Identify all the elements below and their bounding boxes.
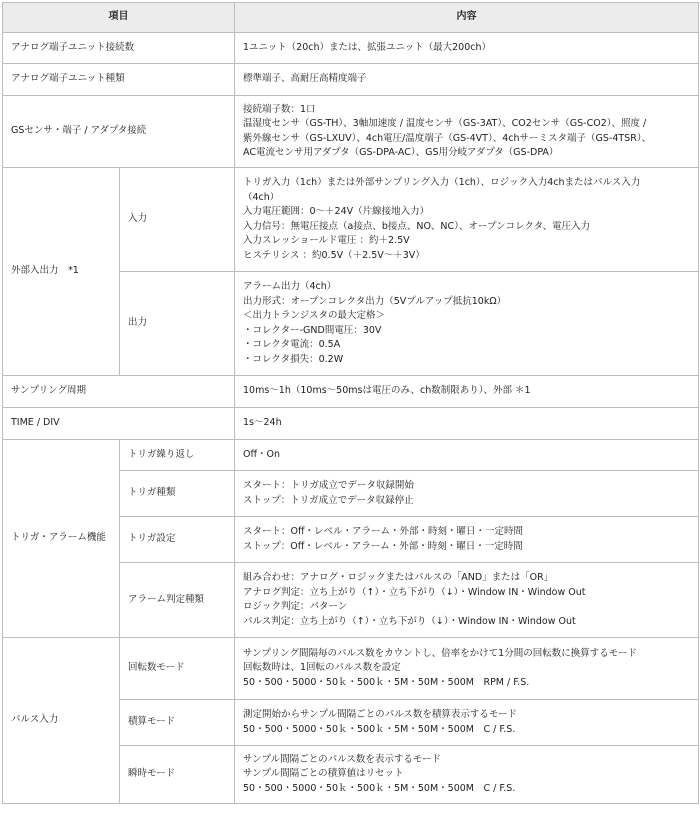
table-row xyxy=(3,408,699,440)
row-label: 外部入出力 *1 xyxy=(3,168,120,376)
row-value: サンプリング間隔毎のパルス数をカウントし、倍率をかけて1分間の回転数に換算するモード 回転数時は、1回転のパルス数を設定 50・500・5000・50ｋ・500ｋ・5M・50M・500M RPM / F.S. xyxy=(235,638,699,700)
table-row xyxy=(3,440,699,471)
row-label: サンプリング周期 xyxy=(3,376,235,408)
row-sublabel: 出力 xyxy=(120,272,235,376)
row-label: TIME / DIV xyxy=(3,408,235,440)
table-row xyxy=(3,168,699,272)
row-value: サンプル間隔ごとのパルス数を表示するモード サンプル間隔ごとの積算値はリセット 50・500・5000・50ｋ・500ｋ・5M・50M・500M C / F.S. xyxy=(235,746,699,804)
row-sublabel: トリガ設定 xyxy=(120,517,235,563)
table-row xyxy=(3,64,699,96)
row-value: スタート：トリガ成立でデータ収録開始 ストップ：トリガ成立でデータ収録停止 xyxy=(235,471,699,517)
table-row xyxy=(3,638,699,700)
row-value: 1s～24h xyxy=(235,408,699,440)
row-sublabel: 積算モード xyxy=(120,700,235,746)
row-value: 標準端子、高耐圧高精度端子 xyxy=(235,64,699,96)
row-sublabel: トリガ繰り返し xyxy=(120,440,235,471)
row-label: アナログ端子ユニット接続数 xyxy=(3,33,235,64)
row-sublabel: トリガ種類 xyxy=(120,471,235,517)
header-item: 項目 xyxy=(3,3,235,33)
row-sublabel: 瞬時モード xyxy=(120,746,235,804)
row-value: 10ms～1h（10ms～50msは電圧のみ、ch数制限あり）、外部 ＊1 xyxy=(235,376,699,408)
row-value: 接続端子数：1口 温湿度センサ（GS-TH）、3軸加速度 / 温度センサ（GS-3AT）、CO2センサ（GS-CO2）、照度 / 紫外線センサ（GS-LXUV）、4ch電圧/温度端子（GS-4VT）、4chサーミスタ端子（GS-4TSR）、 AC電流センサ用アダプタ（GS-DPA-AC）、GS用分岐アダプタ（GS-DPA） xyxy=(235,96,699,168)
row-sublabel: アラーム判定種類 xyxy=(120,563,235,638)
table-row xyxy=(3,96,699,168)
row-value: トリガ入力（1ch）または外部サンプリング入力（1ch）、ロジック入力4chまたはパルス入力 （4ch） 入力電圧範囲：0～＋24V（片線接地入力） 入力信号：無電圧接点（a接点、b接点、NO、NC）、オープンコレクタ、電圧入力 入力スレッショールド電圧 ：約＋2.5V ヒステリシス ：約0.5V（＋2.5V～＋3V） xyxy=(235,168,699,272)
row-label: GSセンサ・端子 / アダプタ接続 xyxy=(3,96,235,168)
row-value: スタート：Off・レベル・アラーム・外部・時刻・曜日・一定時間 ストップ：Off・レベル・アラーム・外部・時刻・曜日・一定時間 xyxy=(235,517,699,563)
row-sublabel: 入力 xyxy=(120,168,235,272)
row-value: アラーム出力（4ch） 出力形式：オープンコレクタ出力（5Vプルアップ抵抗10kΩ） ＜出力トランジスタの最大定格＞ ・コレクター-GND間電圧：30V ・コレクタ電流：0.5A ・コレクタ損失：0.2W xyxy=(235,272,699,376)
row-sublabel: 回転数モード xyxy=(120,638,235,700)
header-row xyxy=(3,3,699,33)
spec-table xyxy=(2,2,699,804)
row-value: 測定開始からサンプル間隔ごとのパルス数を積算表示するモード 50・500・5000・50ｋ・500ｋ・5M・50M・500M C / F.S. xyxy=(235,700,699,746)
row-value: Off・On xyxy=(235,440,699,471)
table-row xyxy=(3,33,699,64)
row-label: トリガ・アラーム機能 xyxy=(3,440,120,638)
row-value: 1ユニット（20ch）または、拡張ユニット（最大200ch） xyxy=(235,33,699,64)
header-content: 内容 xyxy=(235,3,699,33)
row-label: アナログ端子ユニット種類 xyxy=(3,64,235,96)
row-value: 組み合わせ：アナログ・ロジックまたはパルスの「AND」または「OR」 アナログ判定：立ち上がり（↑）・立ち下がり（↓）・Window IN・Window Out ロジック判定：パターン パルス判定：立ち上がり（↑）・立ち下がり（↓）・Window IN・Window Out xyxy=(235,563,699,638)
table-row xyxy=(3,376,699,408)
row-label: パルス入力 xyxy=(3,638,120,804)
